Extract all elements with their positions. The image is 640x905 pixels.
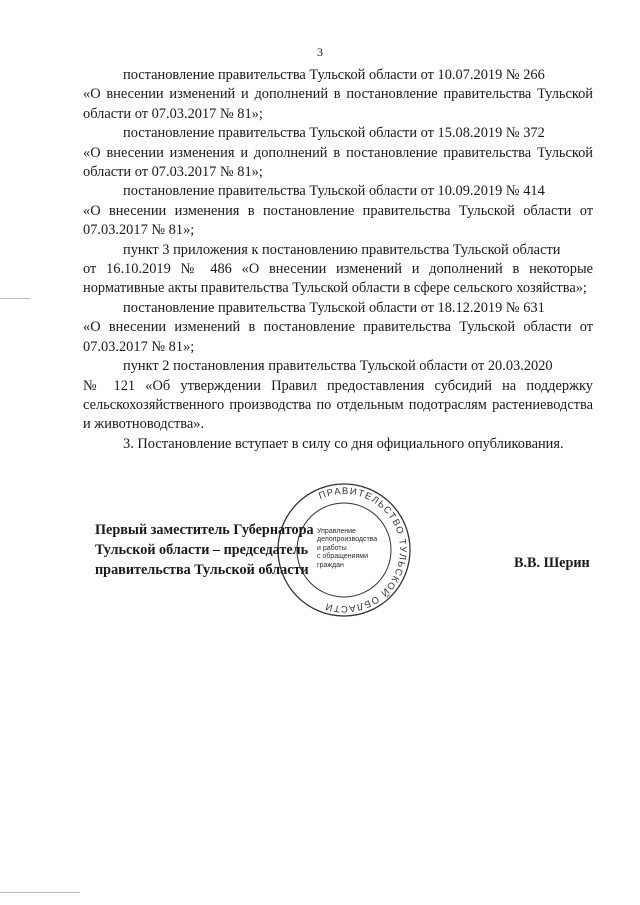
paragraph-continuation: «О внесении изменений и дополнений в постановление правительства Тульской области от 07.03.2017 № 81»;: [83, 86, 593, 122]
paragraph-first-line: постановление правительства Тульской области от 18.12.2019 № 631: [123, 299, 545, 316]
scan-artifact: [0, 892, 80, 893]
document-paragraph: [83, 435, 593, 454]
page-number: 3: [317, 45, 323, 59]
document-paragraph: [83, 182, 593, 240]
document-body: [83, 66, 593, 454]
paragraph-first-line: пункт 3 приложения к постановлению правительства Тульской области: [123, 241, 561, 258]
signatory-title-line: Первый заместитель Губернатора: [95, 522, 314, 538]
seal-line: делопроизводства: [317, 536, 378, 544]
paragraph-first-line: пункт 2 постановления правительства Тульской области от 20.03.2020: [123, 358, 553, 375]
seal-ring-text: ПРАВИТЕЛЬСТВО ТУЛЬСКОЙ ОБЛАСТИ: [317, 485, 409, 615]
paragraph-continuation: «О внесении изменения и дополнений в постановление правительства Тульской области от 07.03.2017 № 81»;: [83, 144, 593, 181]
scan-artifact: [0, 298, 30, 299]
paragraph-continuation: от 16.10.2019 № 486 «О внесении изменений и дополнений в некоторые нормативные акты правительства Тульской области в сфере сельского хозяйства»;: [83, 261, 593, 297]
signatory-title: [95, 520, 314, 580]
seal-line: с обращениями: [317, 553, 368, 561]
seal-line: граждан: [317, 561, 344, 569]
paragraph-continuation: «О внесении изменений в постановление правительства Тульской области от 07.03.2017 № 81»;: [83, 319, 593, 355]
paragraph-continuation: «О внесении изменения в постановление правительства Тульской области от 07.03.2017 № 81»;: [83, 202, 593, 239]
seal-inner-text: [317, 528, 397, 570]
document-paragraph: [83, 357, 593, 435]
paragraph-first-line: постановление правительства Тульской области от 10.09.2019 № 414: [123, 183, 545, 200]
document-paragraph: [83, 124, 593, 182]
paragraph-first-line: постановление правительства Тульской области от 10.07.2019 № 266: [123, 67, 545, 83]
document-paragraph: [83, 66, 593, 124]
paragraph-first-line: постановление правительства Тульской области от 15.08.2019 № 372: [123, 125, 545, 142]
document-paragraph: [83, 299, 593, 357]
signatory-title-line: правительства Тульской области: [95, 562, 309, 578]
document-paragraph: [83, 241, 593, 299]
seal-line: Управление: [317, 528, 356, 535]
seal-line: и работы: [317, 544, 347, 552]
paragraph-first-line: 3. Постановление вступает в силу со дня официального опубликования.: [123, 435, 564, 452]
signatory-title-line: Тульской области – председатель: [95, 542, 309, 558]
signatory-name: В.В. Шерин: [514, 555, 590, 571]
paragraph-continuation: № 121 «Об утверждении Правил предоставления субсидий на поддержку сельскохозяйственного производства по отдельным подотраслям растениеводства и животноводства».: [83, 377, 593, 433]
